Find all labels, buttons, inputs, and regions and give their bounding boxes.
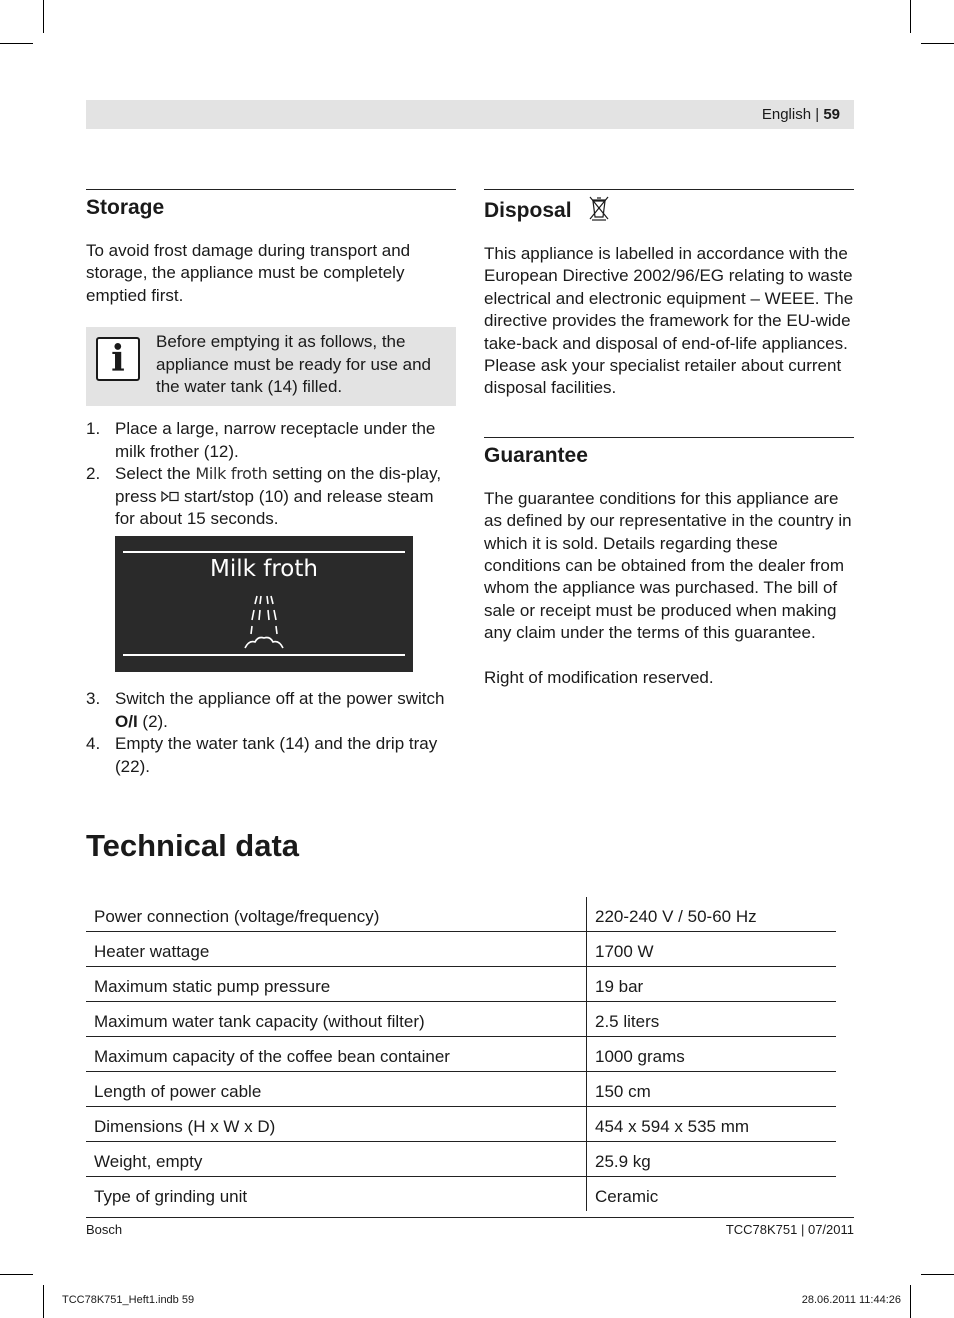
footer-doc-id: TCC78K751 | 07/2011 <box>725 1222 854 1237</box>
crop-mark <box>921 1274 954 1275</box>
start-stop-icon <box>161 491 179 502</box>
spec-value: Ceramic <box>587 1177 837 1212</box>
technical-data-table <box>86 897 836 1211</box>
spec-value: 1000 grams <box>587 1037 837 1072</box>
spec-label: Heater wattage <box>86 932 587 967</box>
info-note <box>86 327 456 406</box>
display-illustration <box>115 536 413 672</box>
table-row <box>86 1002 836 1037</box>
spec-value: 19 bar <box>587 967 837 1002</box>
spec-value: 1700 W <box>587 932 837 967</box>
spec-label: Length of power cable <box>86 1072 587 1107</box>
spec-value: 454 x 594 x 535 mm <box>587 1107 837 1142</box>
power-switch-label: O/I <box>115 711 138 731</box>
crop-mark <box>910 0 911 33</box>
crop-mark <box>43 1285 44 1318</box>
storage-steps <box>86 418 456 530</box>
storage-title: Storage <box>86 196 165 219</box>
header-separator: | <box>815 106 820 123</box>
table-row <box>86 897 836 932</box>
storage-steps-continued <box>86 688 456 778</box>
table-row <box>86 1072 836 1107</box>
print-slug-file: TCC78K751_Heft1.indb 59 <box>62 1294 195 1306</box>
storage-section <box>86 189 456 778</box>
disposal-title: Disposal <box>484 195 854 224</box>
page-number: 59 <box>823 106 840 123</box>
table-row <box>86 1142 836 1177</box>
list-item: 3. Switch the appliance off at the power switch O/I (2). <box>86 689 445 731</box>
footer-brand: Bosch <box>86 1222 123 1237</box>
note-text: Before emptying it as follows, the appliance must be ready for use and the water tank (14) filled. <box>156 332 432 397</box>
storage-intro: To avoid frost damage during transport and storage, the appliance must be completely emptied first. <box>86 241 411 305</box>
header-language: English <box>761 106 812 123</box>
info-icon: i <box>96 337 140 381</box>
display-setting-name: Milk froth <box>195 464 268 484</box>
footer-rule <box>86 1217 854 1218</box>
table-row <box>86 1177 836 1212</box>
spec-label: Type of grinding unit <box>86 1177 587 1212</box>
guarantee-text: The guarantee conditions for this appliance are as defined by our representative in the country in which it is sold. Details regarding these conditions can be obtained from the dealer from whom the appliance was purchased. The bill of sale or receipt must be produced when making any claim under the terms of this guarantee. <box>484 488 852 643</box>
steam-nozzle-icon <box>243 594 285 652</box>
weee-bin-icon <box>589 195 609 221</box>
spec-label: Dimensions (H x W x D) <box>86 1107 587 1142</box>
table-row <box>86 932 836 967</box>
print-slug-date: 28.06.2011 11:44:26 <box>801 1294 901 1306</box>
crop-mark <box>921 43 954 44</box>
crop-mark <box>910 1285 911 1318</box>
display-text: Milk froth <box>210 556 318 583</box>
spec-value: 2.5 liters <box>587 1002 837 1037</box>
crop-mark <box>0 1274 33 1275</box>
right-column <box>484 189 854 689</box>
crop-mark <box>0 43 33 44</box>
spec-value: 25.9 kg <box>587 1142 837 1177</box>
spec-value: 150 cm <box>587 1072 837 1107</box>
list-item: 4. Empty the water tank (14) and the drip tray (22). <box>86 734 438 776</box>
guarantee-title: Guarantee <box>484 443 588 467</box>
spec-label: Power connection (voltage/frequency) <box>86 897 587 932</box>
page-header <box>86 100 854 129</box>
spec-label: Weight, empty <box>86 1142 587 1177</box>
table-row <box>86 967 836 1002</box>
spec-label: Maximum capacity of the coffee bean container <box>86 1037 587 1072</box>
list-item: 2. Select the Milk froth setting on the dis-play, press start/stop (10) and release steam for about 15 seconds. <box>86 464 442 529</box>
technical-data-title: Technical data <box>86 828 300 863</box>
spec-label: Maximum static pump pressure <box>86 967 587 1002</box>
modification-note: Right of modification reserved. <box>484 667 714 687</box>
table-row <box>86 1107 836 1142</box>
disposal-text: This appliance is labelled in accordance with the European Directive 2002/96/EG relating to waste electrical and electronic equipment – WEEE. The directive provides the framework for the EU-wide take-back and disposal of end-of-life appliances. Please ask your specialist retailer about current disposal facilities. <box>484 244 854 398</box>
crop-mark <box>43 0 44 33</box>
spec-value: 220-240 V / 50-60 Hz <box>595 907 757 926</box>
header-text <box>762 106 840 123</box>
table-row <box>86 1037 836 1072</box>
list-item: 1. Place a large, narrow receptacle under the milk frother (12). <box>86 419 436 461</box>
spec-label: Maximum water tank capacity (without filter) <box>86 1002 587 1037</box>
